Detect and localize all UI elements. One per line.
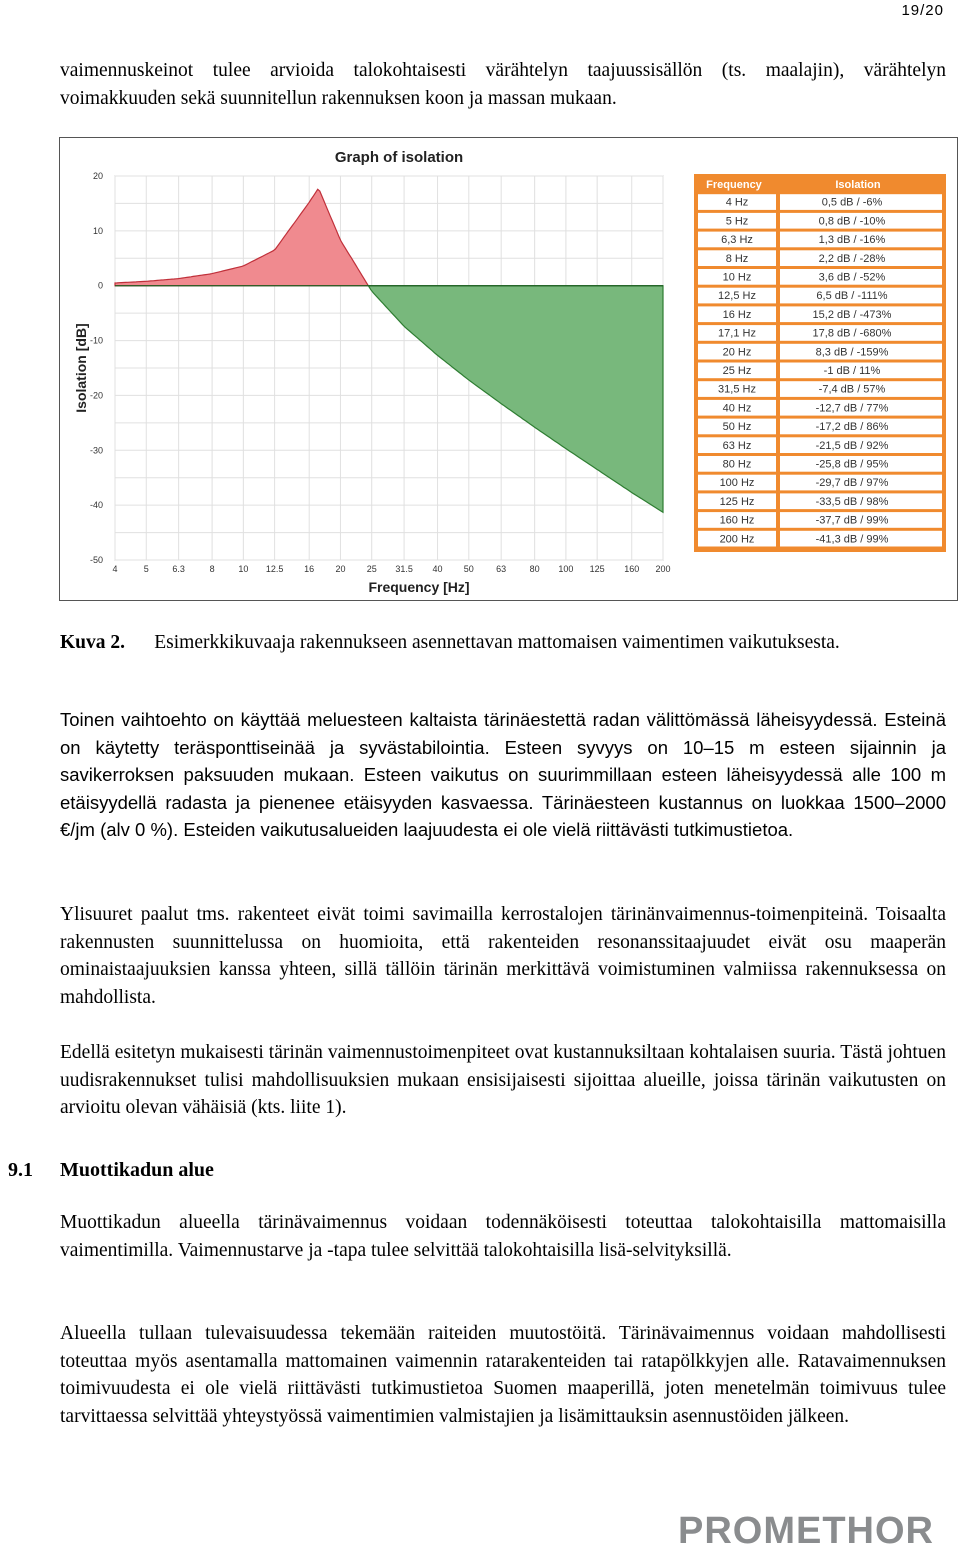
table-frequency-value: 40 Hz [722, 402, 752, 415]
x-tick-label: 100 [558, 564, 574, 574]
caption-text: Esimerkkikuvaaja rakennukseen asennettavan mattomaisen vaimentimen vaikutuksesta. [154, 632, 840, 653]
table-frequency-value: 50 Hz [722, 421, 752, 434]
table-header-isolation: Isolation [835, 179, 881, 191]
x-tick-label: 4 [112, 564, 118, 574]
table-isolation-value: -21,5 dB / 92% [815, 439, 889, 452]
x-tick-label: 25 [366, 564, 377, 574]
chart-title: Graph of isolation [334, 149, 464, 166]
y-tick-label: -10 [89, 335, 103, 346]
page-number: 19/20 [901, 2, 944, 19]
x-tick-label: 200 [655, 564, 671, 574]
table-frequency-value: 200 Hz [719, 533, 755, 546]
paragraph-piles: Ylisuuret paalut tms. rakenteet eivät toimi savimailla kerrostalojen tärinänvaimennus-toimenpiteinä. Toisaalta rakennusten suunnittelussa on huomioita, että rakenteiden resonanssitaajuudet eivät osu maaperän ominaistaajuuksien kanssa yhteen, sillä tällöin tärinän merkittävä voimistuminen valmiissa rakennuksessa on mahdollista. [60, 904, 946, 1008]
table-frequency-value: 20 Hz [722, 346, 752, 359]
table-isolation-value: 8,3 dB / -159% [815, 346, 889, 359]
table-isolation-value: 1,3 dB / -16% [818, 234, 886, 247]
table-frequency-value: 63 Hz [722, 439, 752, 452]
table-isolation-value: 3,6 dB / -52% [818, 271, 886, 284]
table-isolation-value: -25,8 dB / 95% [815, 458, 889, 471]
y-tick-label: 20 [92, 171, 103, 181]
section-heading [8, 1159, 214, 1182]
y-tick-label: 0 [97, 280, 103, 291]
table-isolation-value: -33,5 dB / 98% [815, 495, 889, 508]
table-frequency-value: 160 Hz [719, 514, 755, 527]
x-tick-label: 80 [529, 564, 540, 574]
table-isolation-value: -37,7 dB / 99% [815, 514, 889, 527]
table-frequency-value: 8 Hz [725, 252, 749, 265]
table-isolation-value: 2,2 dB / -28% [818, 252, 886, 265]
logo-text: PROMETHOR [678, 1511, 934, 1547]
table-frequency-value: 100 Hz [719, 477, 755, 490]
isolation-chart [60, 138, 957, 600]
x-tick-label: 63 [496, 564, 507, 574]
x-tick-label: 125 [589, 564, 605, 574]
table-isolation-value: -29,7 dB / 97% [815, 477, 889, 490]
y-tick-label: 10 [92, 225, 103, 236]
x-tick-label: 12.5 [265, 564, 284, 574]
table-frequency-value: 80 Hz [722, 458, 752, 471]
x-tick-label: 16 [304, 564, 315, 574]
x-tick-label: 10 [238, 564, 249, 574]
table-isolation-value: -17,2 dB / 86% [815, 421, 889, 434]
table-isolation-value: -1 dB / 11% [823, 365, 881, 377]
table-frequency-value: 25 Hz [722, 365, 752, 377]
x-tick-label: 160 [624, 564, 640, 574]
table-frequency-value: 16 Hz [722, 308, 752, 321]
x-tick-label: 8 [209, 564, 215, 574]
table-frequency-value: 6,3 Hz [721, 234, 753, 247]
table-frequency-value: 12,5 Hz [718, 290, 756, 303]
paragraph-muottikatu: Muottikadun alueella tärinävaimennus voidaan todennäköisesti toteuttaa talokohtaisilla mattomaisilla vaimentimilla. Vaimennustarve ja -tapa tulee selvittää talokohtaisilla lisä-selvityksillä. [60, 1212, 946, 1261]
y-tick-label: -50 [89, 555, 103, 565]
intro-paragraph: vaimennuskeinot tulee arvioida talokohtaisesti värähtelyn taajuussisällön (ts. maalajin), värähtelyn voimakkuuden sekä suunnitellun rakennuksen koon ja massan mukaan. [60, 60, 946, 109]
table-frequency-value: 17,1 Hz [718, 327, 756, 340]
table-header-frequency: Frequency [706, 179, 762, 191]
paragraph-track-works: Alueella tullaan tulevaisuudessa tekemään raiteiden muutostöitä. Tärinävaimennus voidaan mahdollisesti toteuttaa myös asentamalla mattomainen vaimennin ratarakenteiden tai ratapölkkyjen alle. Ratavaimennuksen toimivuudesta ei ole vielä riittävästi tutkimustietoa Suomen maaperillä, joten menetelmän toimivuus tulee tarvittaessa selvittää yhteystyössä vaimentimien valmistajien ja lisämittauksin asennustöiden jälkeen. [60, 1323, 946, 1427]
table-isolation-value: 17,8 dB / -680% [812, 327, 892, 340]
table-frequency-value: 5 Hz [725, 215, 749, 228]
table-isolation-value: -41,3 dB / 99% [815, 533, 889, 546]
x-tick-label: 50 [463, 564, 474, 574]
table-isolation-value: -12,7 dB / 77% [815, 402, 889, 415]
caption-label: Kuva 2. [60, 632, 126, 653]
table-frequency-value: 125 Hz [719, 495, 755, 508]
table-isolation-value: -7,4 dB / 57% [818, 383, 886, 396]
y-tick-label: -40 [89, 500, 103, 511]
figure-caption [60, 629, 946, 657]
table-isolation-value: 0,8 dB / -10% [818, 215, 886, 228]
table-isolation-value: 15,2 dB / -473% [812, 308, 892, 321]
y-axis-label: Isolation [dB] [73, 323, 89, 413]
table-frequency-value: 31,5 Hz [718, 383, 756, 396]
x-tick-label: 31.5 [395, 564, 413, 574]
x-tick-label: 5 [143, 564, 149, 574]
isolation-figure [59, 137, 958, 601]
table-isolation-value: 6,5 dB / -111% [816, 290, 888, 303]
section-title: Muottikadun alue [60, 1159, 214, 1181]
x-tick-label: 40 [432, 564, 443, 574]
promethor-logo [634, 1511, 944, 1547]
y-tick-label: -30 [89, 445, 103, 456]
table-frequency-value: 10 Hz [722, 271, 752, 284]
x-tick-label: 6.3 [172, 564, 185, 574]
paragraph-barrier: Toinen vaihtoehto on käyttää meluesteen kaltaista tärinäestettä radan välittömässä läheisyydessä. Esteinä on käytetty teräsponttiseinää ja syvästabilointia. Esteen syvyys on 10–15 m esteen sijainnin ja savikerroksen paksuuden mukaan. Esteen vaikutus on suurimmillaan esteen läheisyydessä alle 100 m etäisyydellä radasta ja pienenee etäisyyden kasvaessa. Tärinäesteen kustannus on luokkaa 1500–2000 €/jm (alv 0 %). Esteiden vaikutusalueiden laajuudesta ei ole vielä riittävästi tutkimustietoa. [60, 709, 946, 840]
paragraph-costs: Edellä esitetyn mukaisesti tärinän vaimennustoimenpiteet ovat kustannuksiltaan kohtalaisen suuria. Tästä johtuen uudisrakennukset tulisi mahdollisuuksien mukaan ensisijaisesti sijoittaa alueille, joissa tärinän vaikutusten on arvioitu olevan vähäisiä (kts. liite 1). [60, 1042, 946, 1118]
table-isolation-value: 0,5 dB / -6% [821, 196, 883, 209]
section-number: 9.1 [8, 1159, 33, 1181]
x-axis-label: Frequency [Hz] [368, 579, 470, 595]
y-tick-label: -20 [89, 390, 103, 401]
table-frequency-value: 4 Hz [725, 196, 749, 209]
x-tick-label: 20 [335, 564, 346, 574]
